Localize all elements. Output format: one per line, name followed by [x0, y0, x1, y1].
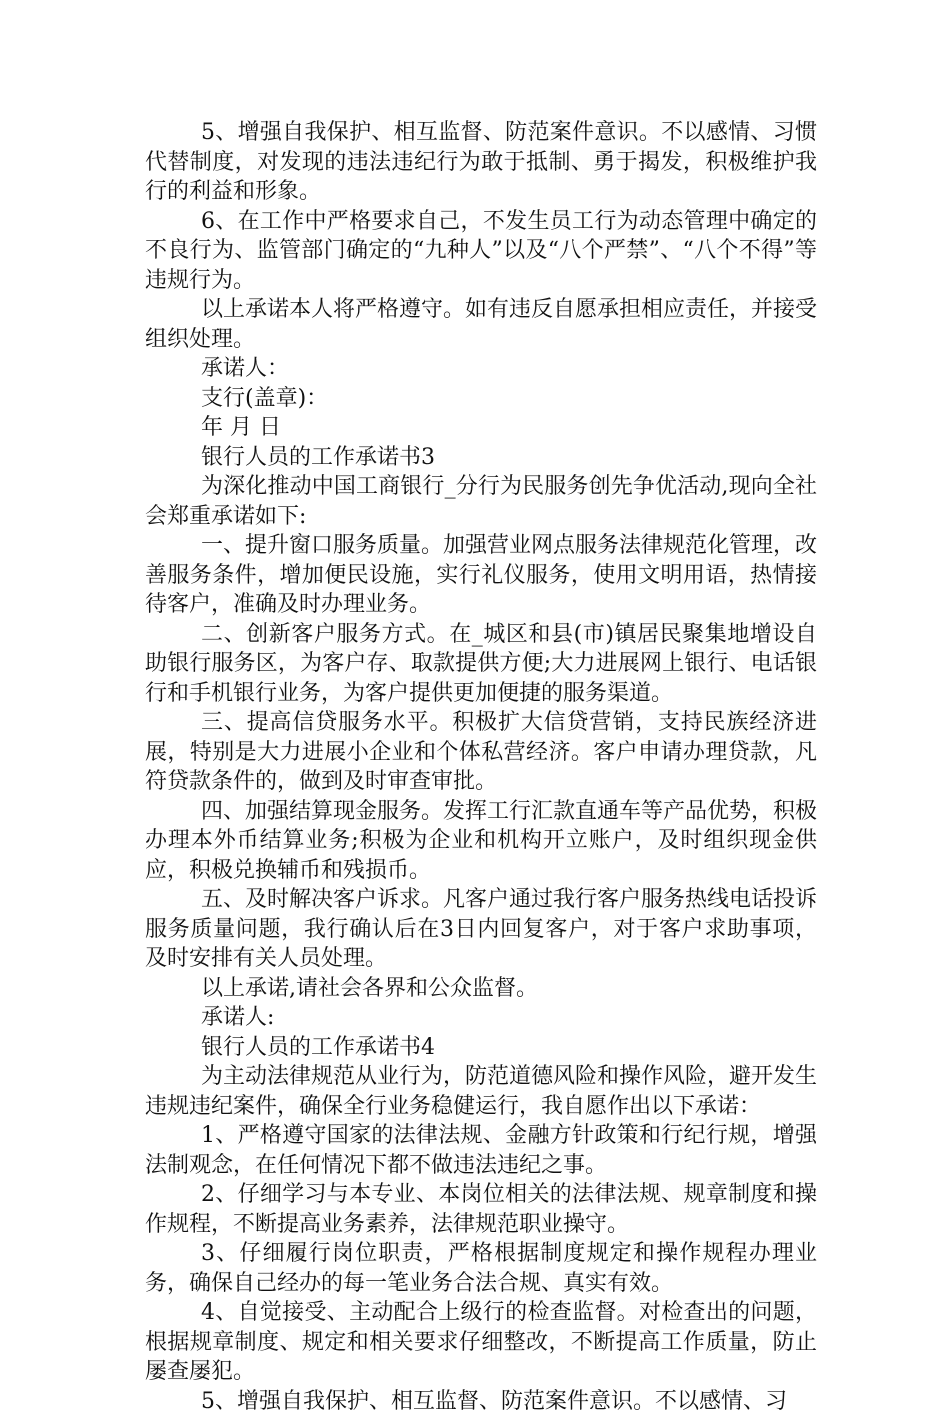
paragraph-item-1: 一、提升窗口服务质量。加强营业网点服务法律规范化管理，改善服务条件，增加便民设施，实行礼仪服务，使用文明用语，热情接待客户，准确及时办理业务。: [145, 531, 817, 620]
paragraph-rule-4: 4、自觉接受、主动配合上级行的检查监督。对检查出的问题，根据规章制度、规定和相关要求仔细整改，不断提高工作质量，防止屡查屡犯。: [145, 1298, 817, 1387]
signature-date-label: 年 月 日: [145, 413, 817, 443]
section-title-3: 银行人员的工作承诺书3: [145, 443, 817, 473]
paragraph-supervision: 以上承诺,请社会各界和公众监督。: [145, 974, 817, 1004]
document-body: [145, 118, 817, 1416]
paragraph-item-5: 五、及时解决客户诉求。凡客户通过我行客户服务热线电话投诉服务质量问题，我行确认后在3日内回复客户，对于客户求助事项，及时安排有关人员处理。: [145, 885, 817, 974]
signature-branch-seal-label: 支行(盖章)：: [145, 384, 817, 414]
paragraph-rule-1: 1、严格遵守国家的法律法规、金融方针政策和行纪行规，增强法制观念，在任何情况下都不做违法违纪之事。: [145, 1121, 817, 1180]
paragraph-commitment-6: 6、在工作中严格要求自己，不发生员工行为动态管理中确定的不良行为、监管部门确定的“九种人”以及“八个严禁”、“八个不得”等违规行为。: [145, 207, 817, 296]
paragraph-item-3: 三、提高信贷服务水平。积极扩大信贷营销，支持民族经济进展，特别是大力进展小企业和个体私营经济。客户申请办理贷款，凡符贷款条件的，做到及时审查审批。: [145, 708, 817, 797]
paragraph-item-2: 二、创新客户服务方式。在_城区和县(市)镇居民聚集地增设自助银行服务区，为客户存、取款提供方便;大力进展网上银行、电话银行和手机银行业务，为客户提供更加便捷的服务渠道。: [145, 620, 817, 709]
paragraph-intro-3: 为深化推动中国工商银行_分行为民服务创先争优活动,现向全社会郑重承诺如下:: [145, 472, 817, 531]
paragraph-rule-3: 3、仔细履行岗位职责，严格根据制度规定和操作规程办理业务，确保自己经办的每一笔业务合法合规、真实有效。: [145, 1239, 817, 1298]
paragraph-intro-4: 为主动法律规范从业行为，防范道德风险和操作风险，避开发生违规违纪案件，确保全行业务稳健运行，我自愿作出以下承诺：: [145, 1062, 817, 1121]
paragraph-item-4: 四、加强结算现金服务。发挥工行汇款直通车等产品优势，积极办理本外币结算业务;积极为企业和机构开立账户，及时组织现金供应，积极兑换辅币和残损币。: [145, 797, 817, 886]
signature-promisor-label-3: 承诺人:: [145, 1003, 817, 1033]
signature-promisor-label: 承诺人：: [145, 354, 817, 384]
paragraph-rule-2: 2、仔细学习与本专业、本岗位相关的法律法规、规章制度和操作规程，不断提高业务素养，法律规范职业操守。: [145, 1180, 817, 1239]
section-title-4: 银行人员的工作承诺书4: [145, 1033, 817, 1063]
paragraph-compliance-statement: 以上承诺本人将严格遵守。如有违反自愿承担相应责任，并接受组织处理。: [145, 295, 817, 354]
paragraph-rule-5: 5、增强自我保护、相互监督、防范案件意识。不以感情、习: [145, 1387, 817, 1416]
paragraph-commitment-5: 5、增强自我保护、相互监督、防范案件意识。不以感情、习惯代替制度，对发现的违法违纪行为敢于抵制、勇于揭发，积极维护我行的利益和形象。: [145, 118, 817, 207]
